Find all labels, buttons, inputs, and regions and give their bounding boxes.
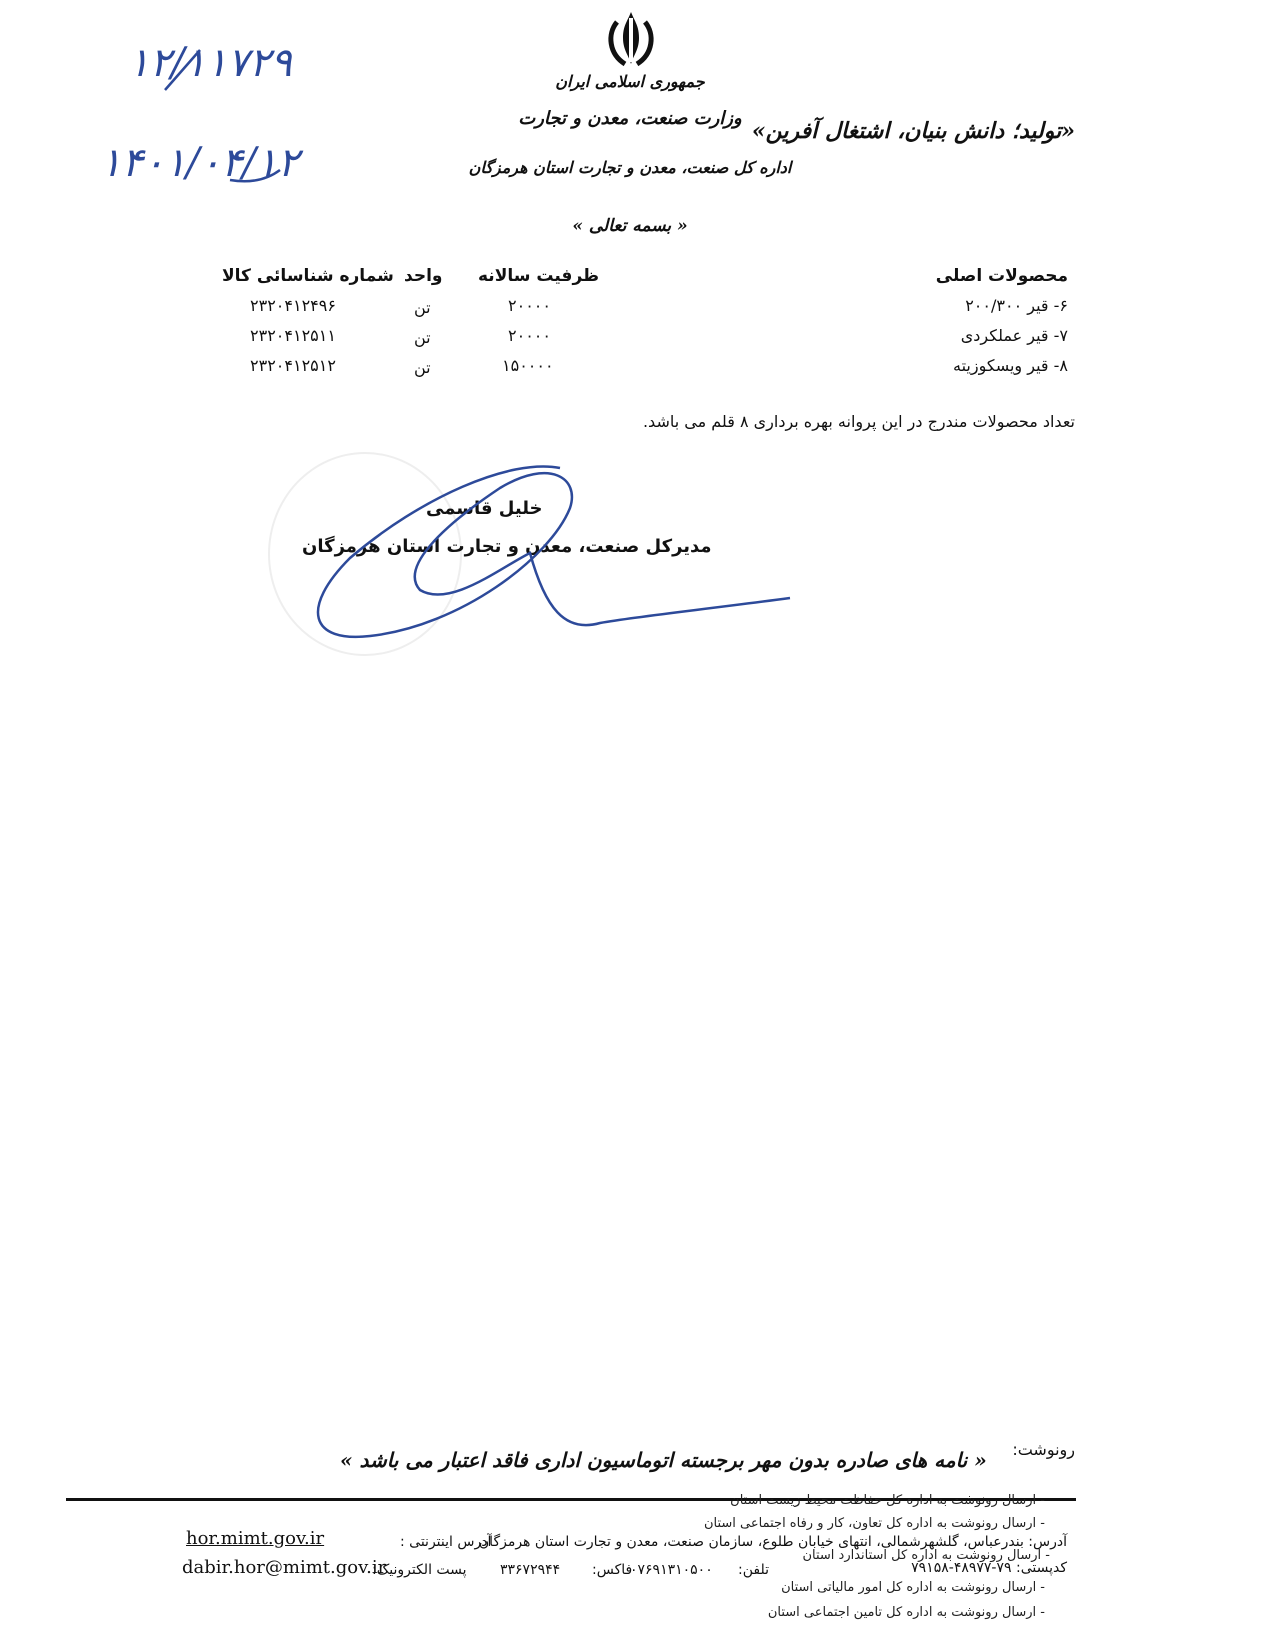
table-row-2-code: ۲۳۲۰۴۱۲۵۱۱ (250, 326, 336, 345)
col-header-code: شماره شناسائی کالا (222, 266, 394, 286)
footer-email-label: پست الکترونیک: (372, 1562, 467, 1578)
col-header-product: محصولات اصلی (935, 266, 1068, 286)
table-row-1-capacity: ۲۰۰۰۰ (508, 296, 551, 315)
footer-fax-label: فاکس: (592, 1562, 633, 1578)
cc-title: رونوشت: (1012, 1440, 1075, 1459)
table-row-1-code: ۲۳۲۰۴۱۲۴۹۶ (250, 296, 336, 315)
handwritten-slash-stroke (165, 50, 200, 90)
signer-title: مدیرکل صنعت، معدن و تجارت استان هرمزگان (302, 536, 712, 557)
footer-website-link[interactable]: hor.mimt.gov.ir (186, 1528, 325, 1549)
cc-item: - ارسال رونوشت به اداره کل حفاظت محیط زیست استان (730, 1493, 1045, 1508)
validity-note: « نامه های صادره بدون مهر برجسته اتوماسیون اداری فاقد اعتبار می باشد » (340, 1448, 987, 1472)
table-row-3-product: ۸- قیر ویسکوزیته (953, 356, 1068, 375)
footer-email-link[interactable]: dabir.hor@mimt.gov.ir (182, 1557, 387, 1578)
table-row-2-unit: تن (414, 328, 431, 347)
header-department: اداره کل صنعت، معدن و تجارت استان هرمزگان (468, 158, 792, 177)
footer-website-label: آدرس اینترنتی : (400, 1534, 492, 1550)
handwritten-date: ۱۴۰۱/۰۴/۱۲ (100, 140, 299, 186)
table-row-2-capacity: ۲۰۰۰۰ (508, 326, 551, 345)
cc-item: - ارسال رونوشت به اداره کل تامین اجتماعی استان (767, 1605, 1045, 1620)
footer-postal: کدپستی: ۷۹-۴۸۹۷۷-۷۹۱۵۸ (911, 1560, 1067, 1576)
footer-phone: ۰۷۶۹۱۳۱۰۵۰۰ (630, 1562, 713, 1578)
table-row-3-capacity: ۱۵۰۰۰۰ (502, 356, 554, 375)
header-invocation: « بسمه تعالی » (572, 216, 688, 236)
header-country: جمهوری اسلامی ایران (555, 72, 705, 91)
slogan: «تولید؛ دانش بنیان، اشتغال آفرین» (751, 118, 1075, 144)
table-row-2-product: ۷- قیر عملکردی (960, 326, 1068, 345)
table-row-1-unit: تن (414, 298, 431, 317)
col-header-unit: واحد (404, 266, 443, 286)
products-count-note: تعداد محصولات مندرج در این پروانه بهره برداری ۸ قلم می باشد. (642, 412, 1075, 431)
iran-emblem-icon (603, 8, 659, 70)
footer-fax: ۳۳۶۷۲۹۴۴ (500, 1562, 561, 1578)
table-row-3-code: ۲۳۲۰۴۱۲۵۱۲ (250, 356, 336, 375)
footer-address: آدرس: بندرعباس، گلشهرشمالی، انتهای خیابان طلوع، سازمان صنعت، معدن و تجارت استان هرمزگان (478, 1534, 1067, 1550)
footer-phone-label: تلفن: (738, 1562, 769, 1578)
cc-item: - ارسال رونوشت به اداره کل تعاون، کار و رفاه اجتماعی استان (703, 1516, 1045, 1531)
handwritten-letter-number: ۱۲/۱۱۷۲۹ (128, 40, 292, 86)
signer-name: خلیل قاسمی (426, 498, 543, 519)
col-header-capacity: ظرفیت سالانه (478, 266, 600, 286)
table-row-3-unit: تن (414, 358, 431, 377)
handwritten-signature (300, 458, 800, 648)
cc-item: - ارسال رونوشت به اداره کل استاندارد استان (802, 1548, 1050, 1563)
handwritten-date-stroke (230, 170, 280, 181)
header-ministry: وزارت صنعت، معدن و تجارت (518, 108, 742, 129)
handwritten-strokes (90, 30, 390, 210)
cc-item: - ارسال رونوشت به اداره کل امور مالیاتی استان (781, 1580, 1045, 1595)
table-row-1-product: ۶- قیر ۲۰۰/۳۰۰ (965, 296, 1068, 315)
